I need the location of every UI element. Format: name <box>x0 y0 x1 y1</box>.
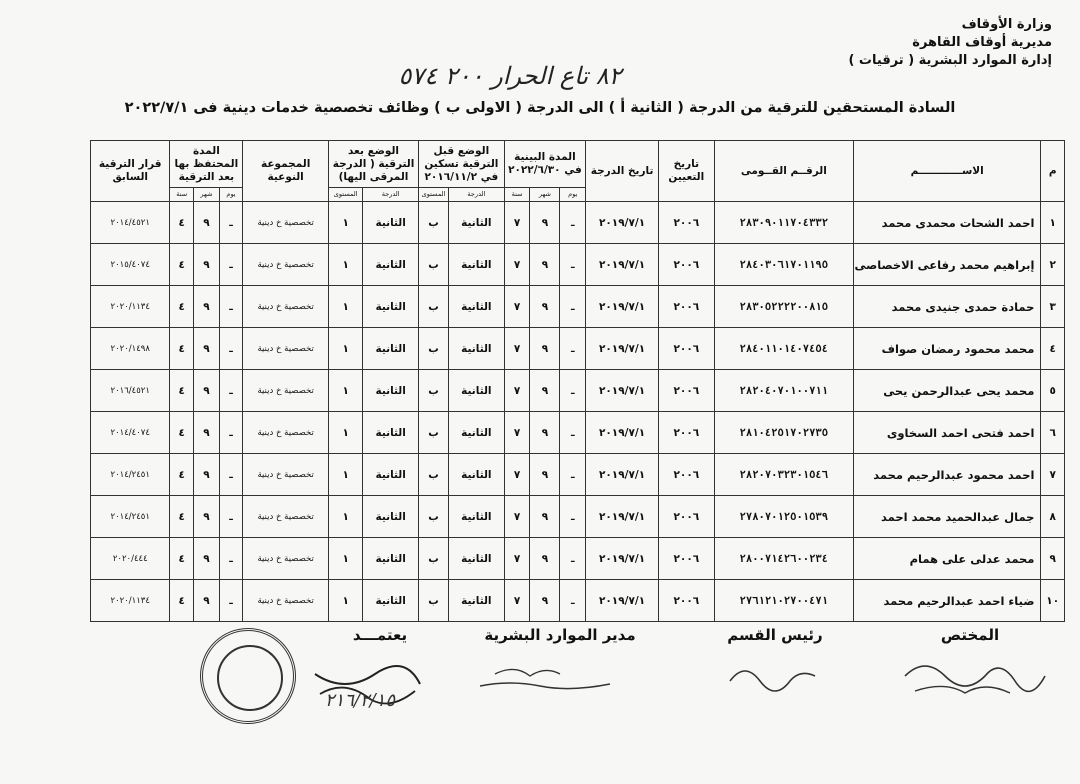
prev-decision: ٢٠١٦/٤٥٢١ <box>91 370 170 412</box>
pre-level: ب <box>419 538 449 580</box>
employee-name: احمد الشحات محمدى محمد <box>853 202 1040 244</box>
appoint-date: ٢٠٠٦ <box>658 454 714 496</box>
retained-month: ٩ <box>194 412 220 454</box>
sub-grade: الدرجة <box>449 188 505 202</box>
stamp-inner-ring <box>217 645 283 711</box>
row-number: ٩ <box>1041 538 1065 580</box>
prev-decision: ٢٠٢٠/٤٤٤ <box>91 538 170 580</box>
pre-grade: الثانية <box>449 454 505 496</box>
retained-year: ٤ <box>170 286 194 328</box>
post-level: ١ <box>329 244 363 286</box>
retained-day: ـ <box>219 538 243 580</box>
interim-month: ٩ <box>530 286 560 328</box>
post-grade: الثانية <box>363 370 419 412</box>
specialist-signature <box>895 646 1055 706</box>
retained-month: ٩ <box>194 328 220 370</box>
hr-director-signature <box>475 656 625 701</box>
retained-month: ٩ <box>194 580 220 622</box>
interim-year: ٧ <box>504 538 530 580</box>
job-group: تخصصية خ دينية <box>243 538 329 580</box>
post-grade: الثانية <box>363 580 419 622</box>
post-level: ١ <box>329 538 363 580</box>
row-number: ٥ <box>1041 370 1065 412</box>
post-grade: الثانية <box>363 412 419 454</box>
retained-day: ـ <box>219 454 243 496</box>
grade-date: ٢٠١٩/٧/١ <box>586 370 659 412</box>
retained-year: ٤ <box>170 370 194 412</box>
interim-year: ٧ <box>504 496 530 538</box>
interim-year: ٧ <box>504 202 530 244</box>
retained-year: ٤ <box>170 244 194 286</box>
sub-month: شهر <box>530 188 560 202</box>
interim-day: ـ <box>560 496 586 538</box>
appoint-date: ٢٠٠٦ <box>658 202 714 244</box>
interim-month: ٩ <box>530 412 560 454</box>
table-header-row <box>91 141 1065 188</box>
interim-month: ٩ <box>530 202 560 244</box>
col-num: م <box>1041 141 1065 202</box>
col-national-id: الرقــم القــومى <box>714 141 853 202</box>
retained-day: ـ <box>219 328 243 370</box>
approved-label: يعتمـــد <box>352 626 408 644</box>
pre-level: ب <box>419 412 449 454</box>
pre-level: ب <box>419 286 449 328</box>
specialist-label: المختص <box>940 626 1000 644</box>
row-number: ١٠ <box>1041 580 1065 622</box>
prev-decision: ٢٠٢٠/١١٣٤ <box>91 580 170 622</box>
interim-year: ٧ <box>504 454 530 496</box>
interim-day: ـ <box>560 412 586 454</box>
appoint-date: ٢٠٠٦ <box>658 328 714 370</box>
prev-decision: ٢٠١٤/٢٤٥١ <box>91 454 170 496</box>
interim-day: ـ <box>560 244 586 286</box>
pre-grade: الثانية <box>449 328 505 370</box>
grade-date: ٢٠١٩/٧/١ <box>586 538 659 580</box>
retained-year: ٤ <box>170 496 194 538</box>
grade-date: ٢٠١٩/٧/١ <box>586 454 659 496</box>
row-number: ٤ <box>1041 328 1065 370</box>
sub-year: سنة <box>170 188 194 202</box>
col-group: المجموعة النوعية <box>243 141 329 202</box>
post-level: ١ <box>329 496 363 538</box>
pre-grade: الثانية <box>449 580 505 622</box>
national-id: ٢٨٤٠٣٠٦١٧٠١١٩٥ <box>714 244 853 286</box>
job-group: تخصصية خ دينية <box>243 328 329 370</box>
grade-date: ٢٠١٩/٧/١ <box>586 286 659 328</box>
post-level: ١ <box>329 202 363 244</box>
appoint-date: ٢٠٠٦ <box>658 496 714 538</box>
retained-year: ٤ <box>170 202 194 244</box>
job-group: تخصصية خ دينية <box>243 202 329 244</box>
promotion-table <box>90 140 1065 622</box>
employee-name: محمد يحى عبدالرحمن يحى <box>853 370 1040 412</box>
retained-day: ـ <box>219 202 243 244</box>
sub-day: يوم <box>219 188 243 202</box>
col-appoint-date: تاريخ التعيين <box>658 141 714 202</box>
national-id: ٢٧٨٠٧٠١٢٥٠١٥٣٩ <box>714 496 853 538</box>
prev-decision: ٢٠١٤/٤٠٧٤ <box>91 412 170 454</box>
prev-decision: ٢٠١٥/٤٠٧٤ <box>91 244 170 286</box>
prev-decision: ٢٠١٤/٢٤٥١ <box>91 496 170 538</box>
interim-day: ـ <box>560 454 586 496</box>
retained-year: ٤ <box>170 328 194 370</box>
table-row <box>91 580 1065 622</box>
retained-day: ـ <box>219 286 243 328</box>
table-row <box>91 202 1065 244</box>
job-group: تخصصية خ دينية <box>243 370 329 412</box>
row-number: ٧ <box>1041 454 1065 496</box>
pre-grade: الثانية <box>449 496 505 538</box>
row-number: ٣ <box>1041 286 1065 328</box>
post-level: ١ <box>329 454 363 496</box>
pre-level: ب <box>419 202 449 244</box>
national-id: ٢٨٤٠١١٠١٤٠٧٤٥٤ <box>714 328 853 370</box>
interim-day: ـ <box>560 538 586 580</box>
job-group: تخصصية خ دينية <box>243 244 329 286</box>
post-grade: الثانية <box>363 496 419 538</box>
dept-head-label: رئيس القسم <box>727 626 823 644</box>
col-pre-status: الوضع قبل الترقية تسكين في ٢٠١٦/١١/٢ <box>419 141 505 188</box>
sub-month: شهر <box>194 188 220 202</box>
job-group: تخصصية خ دينية <box>243 496 329 538</box>
pre-grade: الثانية <box>449 370 505 412</box>
prev-decision: ٢٠١٤/٤٥٢١ <box>91 202 170 244</box>
sub-year: سنة <box>504 188 530 202</box>
post-level: ١ <box>329 412 363 454</box>
interim-day: ـ <box>560 202 586 244</box>
post-grade: الثانية <box>363 538 419 580</box>
interim-day: ـ <box>560 580 586 622</box>
interim-year: ٧ <box>504 328 530 370</box>
handwritten-reference: ٨٢ تاع الحرار ٢٠٠ ٥٧٤ <box>398 62 622 90</box>
sub-grade: الدرجة <box>363 188 419 202</box>
document-title: السادة المستحقين للترقية من الدرجة ( الثانية أ ) الى الدرجة ( الاولى ب ) وظائف تخصصية خدمات دينية فى ٢٠٢٢/٧/١ <box>124 100 956 116</box>
table-row <box>91 412 1065 454</box>
interim-day: ـ <box>560 328 586 370</box>
department-name: إدارة الموارد البشرية ( ترقيات ) <box>848 53 1052 68</box>
national-id: ٢٨٠٠٧١٤٢٦٠٠٢٣٤ <box>714 538 853 580</box>
pre-level: ب <box>419 580 449 622</box>
retained-day: ـ <box>219 370 243 412</box>
col-prev-decision: قرار الترقية السابق <box>91 141 170 202</box>
retained-year: ٤ <box>170 412 194 454</box>
employee-name: احمد محمود عبدالرحيم محمد <box>853 454 1040 496</box>
interim-month: ٩ <box>530 580 560 622</box>
appoint-date: ٢٠٠٦ <box>658 286 714 328</box>
interim-month: ٩ <box>530 244 560 286</box>
post-level: ١ <box>329 286 363 328</box>
grade-date: ٢٠١٩/٧/١ <box>586 328 659 370</box>
hr-director-label: مدير الموارد البشرية <box>484 626 636 644</box>
retained-month: ٩ <box>194 496 220 538</box>
post-grade: الثانية <box>363 244 419 286</box>
employee-name: احمد فتحى احمد السخاوى <box>853 412 1040 454</box>
grade-date: ٢٠١٩/٧/١ <box>586 202 659 244</box>
row-number: ٦ <box>1041 412 1065 454</box>
interim-year: ٧ <box>504 412 530 454</box>
employee-name: حمادة حمدى جنيدى محمد <box>853 286 1040 328</box>
approval-date: ٢١٦/٢/١٥ <box>324 690 395 711</box>
pre-grade: الثانية <box>449 244 505 286</box>
pre-level: ب <box>419 496 449 538</box>
prev-decision: ٢٠٢٠/١١٣٤ <box>91 286 170 328</box>
interim-month: ٩ <box>530 454 560 496</box>
interim-day: ـ <box>560 286 586 328</box>
retained-year: ٤ <box>170 538 194 580</box>
interim-month: ٩ <box>530 370 560 412</box>
employee-name: جمال عبدالحميد محمد احمد <box>853 496 1040 538</box>
interim-year: ٧ <box>504 370 530 412</box>
post-level: ١ <box>329 370 363 412</box>
employee-name: إبراهيم محمد رفاعى الاخصاصى <box>853 244 1040 286</box>
col-post-status: الوضع بعد الترقية ( الدرجة المرقى اليها) <box>329 141 419 188</box>
retained-month: ٩ <box>194 454 220 496</box>
retained-year: ٤ <box>170 454 194 496</box>
employee-name: محمد محمود رمضان صواف <box>853 328 1040 370</box>
interim-month: ٩ <box>530 496 560 538</box>
interim-month: ٩ <box>530 538 560 580</box>
table-row <box>91 286 1065 328</box>
row-number: ٢ <box>1041 244 1065 286</box>
job-group: تخصصية خ دينية <box>243 286 329 328</box>
national-id: ٢٧٦١٢١٠٢٧٠٠٤٧١ <box>714 580 853 622</box>
interim-day: ـ <box>560 370 586 412</box>
appoint-date: ٢٠٠٦ <box>658 580 714 622</box>
retained-month: ٩ <box>194 370 220 412</box>
appoint-date: ٢٠٠٦ <box>658 244 714 286</box>
table-row <box>91 244 1065 286</box>
grade-date: ٢٠١٩/٧/١ <box>586 244 659 286</box>
grade-date: ٢٠١٩/٧/١ <box>586 412 659 454</box>
row-number: ٨ <box>1041 496 1065 538</box>
pre-level: ب <box>419 454 449 496</box>
pre-grade: الثانية <box>449 202 505 244</box>
official-stamp <box>200 628 296 724</box>
dept-head-signature <box>725 656 825 696</box>
interim-month: ٩ <box>530 328 560 370</box>
employee-name: ضياء احمد عبدالرحيم محمد <box>853 580 1040 622</box>
table-row <box>91 328 1065 370</box>
appoint-date: ٢٠٠٦ <box>658 412 714 454</box>
appoint-date: ٢٠٠٦ <box>658 538 714 580</box>
national-id: ٢٨٣٠٥٢٢٢٢٠٠٨١٥ <box>714 286 853 328</box>
post-grade: الثانية <box>363 202 419 244</box>
ministry-name: وزارة الأوقاف <box>961 17 1052 32</box>
pre-level: ب <box>419 370 449 412</box>
retained-month: ٩ <box>194 244 220 286</box>
grade-date: ٢٠١٩/٧/١ <box>586 496 659 538</box>
post-grade: الثانية <box>363 454 419 496</box>
retained-year: ٤ <box>170 580 194 622</box>
table-row <box>91 538 1065 580</box>
interim-year: ٧ <box>504 244 530 286</box>
retained-day: ـ <box>219 244 243 286</box>
col-name: الاســــــــــــم <box>853 141 1040 202</box>
letterhead <box>792 16 1052 70</box>
approver-signature <box>305 654 425 724</box>
interim-year: ٧ <box>504 286 530 328</box>
table-body <box>91 202 1065 622</box>
interim-year: ٧ <box>504 580 530 622</box>
retained-month: ٩ <box>194 202 220 244</box>
sub-level: المستوى <box>329 188 363 202</box>
post-grade: الثانية <box>363 286 419 328</box>
job-group: تخصصية خ دينية <box>243 412 329 454</box>
appoint-date: ٢٠٠٦ <box>658 370 714 412</box>
pre-grade: الثانية <box>449 286 505 328</box>
retained-day: ـ <box>219 580 243 622</box>
pre-level: ب <box>419 328 449 370</box>
directorate-name: مديرية أوقاف القاهرة <box>912 35 1052 50</box>
table-row <box>91 370 1065 412</box>
retained-day: ـ <box>219 412 243 454</box>
employee-name: محمد عدلى على همام <box>853 538 1040 580</box>
grade-date: ٢٠١٩/٧/١ <box>586 580 659 622</box>
pre-grade: الثانية <box>449 538 505 580</box>
row-number: ١ <box>1041 202 1065 244</box>
pre-level: ب <box>419 244 449 286</box>
national-id: ٢٨٢٠٤٠٧٠١٠٠٧١١ <box>714 370 853 412</box>
col-grade-date: تاريخ الدرجة <box>586 141 659 202</box>
retained-month: ٩ <box>194 286 220 328</box>
pre-grade: الثانية <box>449 412 505 454</box>
national-id: ٢٨١٠٤٢٥١٧٠٢٧٣٥ <box>714 412 853 454</box>
post-level: ١ <box>329 580 363 622</box>
post-grade: الثانية <box>363 328 419 370</box>
sub-day: يوم <box>560 188 586 202</box>
table-row <box>91 496 1065 538</box>
sub-level: المستوى <box>419 188 449 202</box>
job-group: تخصصية خ دينية <box>243 454 329 496</box>
post-level: ١ <box>329 328 363 370</box>
national-id: ٢٨٢٠٧٠٣٢٣٠١٥٤٦ <box>714 454 853 496</box>
national-id: ٢٨٣٠٩٠١١٧٠٤٣٣٢ <box>714 202 853 244</box>
retained-month: ٩ <box>194 538 220 580</box>
retained-day: ـ <box>219 496 243 538</box>
table-row <box>91 454 1065 496</box>
col-retained: المدة المحتفظ بها بعد الترقية <box>170 141 243 188</box>
prev-decision: ٢٠٢٠/١٤٩٨ <box>91 328 170 370</box>
job-group: تخصصية خ دينية <box>243 580 329 622</box>
col-interim: المدة البينية في ٢٠٢٢/٦/٣٠ <box>504 141 585 188</box>
